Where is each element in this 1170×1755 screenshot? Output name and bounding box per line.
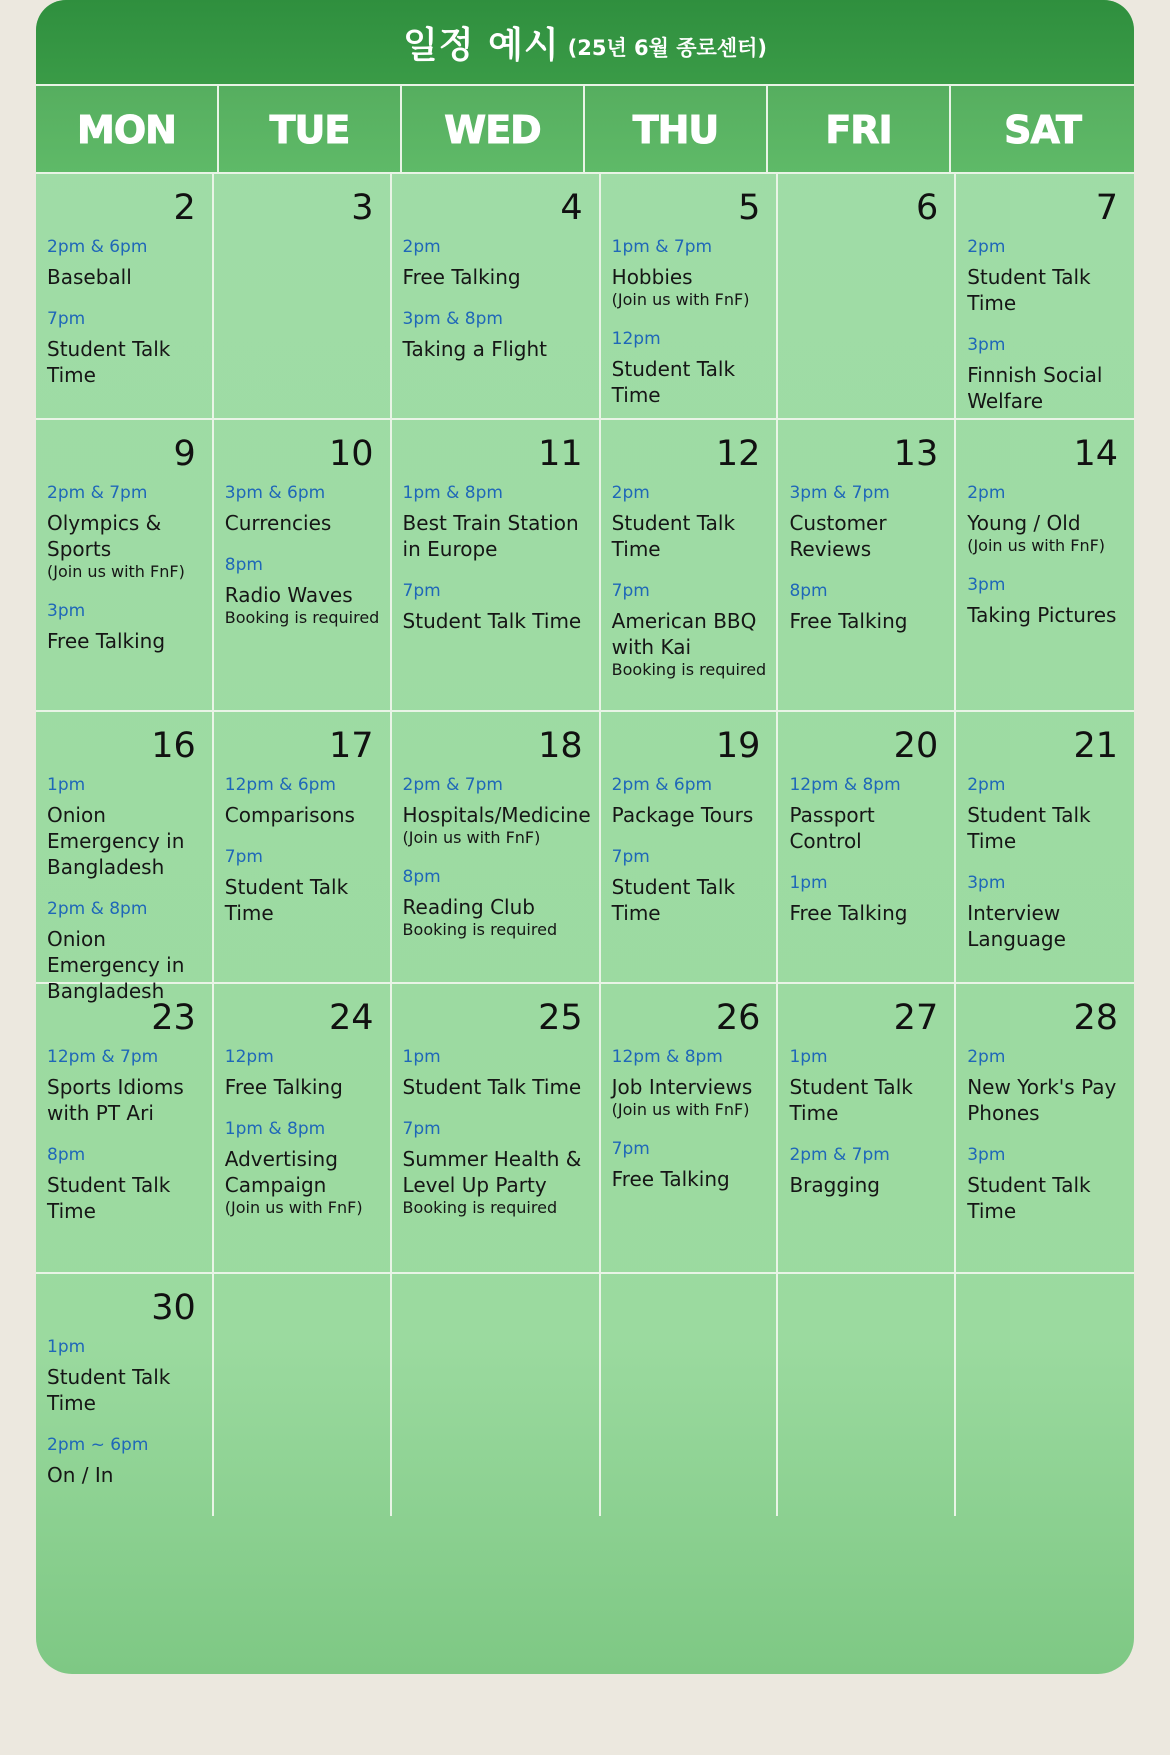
event-title: Customer Reviews [789, 511, 887, 561]
event-time: 8pm [789, 581, 828, 601]
event-title: American BBQ with Kai [611, 609, 757, 659]
day-number [403, 1288, 591, 1328]
calendar-card [36, 0, 1134, 1674]
event-item [612, 580, 769, 680]
day-number: 5 [738, 188, 761, 228]
event-item [403, 774, 591, 848]
event-note: (Join us with FnF) [967, 536, 1106, 555]
event-time: 1pm [789, 873, 828, 893]
day-number: 11 [538, 434, 583, 474]
event-item [47, 600, 204, 654]
event-item [789, 774, 946, 854]
event-item [612, 1138, 769, 1192]
event-time: 3pm [967, 335, 1006, 355]
event-time: 1pm & 8pm [402, 483, 503, 503]
day-number: 10 [329, 434, 374, 474]
event-time: 2pm & 6pm [47, 237, 148, 257]
event-title: Student Talk Time [967, 265, 1091, 315]
event-time: 3pm & 6pm [224, 483, 326, 503]
event-item [967, 334, 1126, 414]
calendar-day-cell [778, 984, 956, 1274]
event-time: 12pm [611, 329, 661, 349]
event-item [225, 1118, 382, 1218]
event-title: Student Talk Time [789, 1075, 913, 1125]
day-number: 12 [715, 434, 761, 474]
event-item [967, 574, 1126, 628]
day-number: 6 [915, 188, 939, 228]
calendar-day-cell [36, 420, 214, 712]
event-item [47, 1144, 204, 1224]
event-item [403, 308, 591, 362]
event-item [225, 774, 382, 828]
day-number: 3 [351, 188, 374, 228]
event-item [225, 1046, 382, 1100]
event-time: 2pm & 6pm [611, 775, 713, 795]
event-note: (Join us with FnF) [611, 1100, 750, 1119]
event-title: Baseball [47, 265, 132, 289]
day-number [967, 1288, 1126, 1328]
event-title: Reading Club [402, 895, 535, 919]
event-item [47, 236, 204, 290]
weekday-fri: FRI [768, 86, 951, 174]
weekday-tue: TUE [219, 86, 402, 174]
event-item [403, 1118, 591, 1218]
event-time: 7pm [611, 1139, 650, 1159]
event-item [967, 774, 1126, 854]
calendar-day-cell [392, 420, 601, 712]
event-title: Interview Language [967, 901, 1066, 951]
day-number: 21 [1073, 726, 1118, 766]
event-time: 1pm & 8pm [224, 1119, 326, 1139]
calendar-day-cell [778, 712, 956, 984]
day-number: 14 [1073, 434, 1118, 474]
event-time: 12pm & 8pm [789, 775, 901, 795]
event-title: Free Talking [789, 609, 908, 633]
event-item [789, 1046, 946, 1126]
event-title: Free Talking [789, 901, 908, 925]
event-item [225, 554, 382, 628]
day-number: 16 [151, 726, 196, 766]
event-title: Sports Idioms with PT Ari [47, 1075, 184, 1125]
event-title: Currencies [224, 511, 332, 535]
calendar-day-cell [778, 420, 956, 712]
event-item [612, 774, 769, 828]
event-item [47, 774, 204, 880]
calendar-day-cell [214, 420, 392, 712]
event-title: Young / Old [967, 511, 1081, 535]
weekday-sat: SAT [1004, 108, 1081, 152]
event-title: Onion Emergency in Bangladesh [47, 927, 185, 1003]
calendar-day-cell [601, 1274, 779, 1516]
event-time: 2pm & 8pm [47, 899, 148, 919]
event-item [47, 1046, 204, 1126]
event-item [967, 482, 1126, 556]
event-item [967, 1144, 1126, 1224]
calendar-title-bar [36, 0, 1134, 84]
calendar-day-cell [36, 712, 214, 1003]
event-time: 3pm [967, 873, 1006, 893]
event-item [612, 846, 769, 926]
event-item [225, 482, 382, 536]
event-title: Radio Waves [224, 583, 353, 607]
event-note: Booking is required [611, 660, 767, 679]
day-number: 25 [538, 998, 583, 1038]
event-item [403, 1046, 591, 1100]
calendar-day-cell [214, 174, 392, 420]
calendar-day-cell [601, 984, 779, 1274]
day-number: 17 [329, 726, 374, 766]
day-number: 23 [151, 998, 196, 1038]
calendar-day-cell [956, 984, 1134, 1274]
event-time: 1pm & 7pm [611, 237, 713, 257]
event-time: 3pm [967, 1145, 1006, 1165]
event-time: 2pm [967, 237, 1006, 257]
event-title: Finnish Social Welfare [967, 363, 1103, 413]
event-time: 1pm [789, 1047, 828, 1067]
event-item [403, 866, 591, 940]
event-title: Best Train Station in Europe [402, 511, 579, 561]
event-item [789, 872, 946, 926]
event-time: 7pm [224, 847, 263, 867]
event-time: 2pm [967, 483, 1006, 503]
calendar-day-cell [778, 174, 956, 420]
event-title: Free Talking [224, 1075, 343, 1099]
event-title: Free Talking [611, 1167, 730, 1191]
day-number [789, 1288, 946, 1328]
event-title: Bragging [789, 1173, 880, 1197]
event-time: 7pm [611, 581, 650, 601]
event-time: 7pm [402, 581, 441, 601]
event-item [967, 236, 1126, 316]
event-title: Taking Pictures [967, 603, 1117, 627]
event-title: Student Talk Time [47, 337, 171, 387]
calendar-day-cell [956, 712, 1134, 984]
calendar-day-cell [778, 1274, 956, 1516]
event-title: Free Talking [402, 265, 521, 289]
day-number: 13 [893, 434, 939, 474]
calendar-day-cell [601, 420, 779, 712]
day-number: 30 [151, 1288, 196, 1328]
event-item [403, 482, 591, 562]
event-time: 8pm [47, 1145, 86, 1165]
event-time: 7pm [47, 309, 86, 329]
calendar-day-cell [956, 1274, 1134, 1516]
event-title: Passport Control [789, 803, 875, 853]
event-item [47, 482, 204, 582]
event-time: 8pm [402, 867, 441, 887]
event-title: Student Talk Time [402, 609, 582, 633]
event-title: Job Interviews [611, 1075, 753, 1099]
event-time: 1pm [47, 775, 86, 795]
calendar-day-cell [214, 984, 392, 1274]
event-time: 1pm [47, 1337, 86, 1357]
event-time: 1pm [402, 1047, 441, 1067]
day-number: 24 [329, 998, 374, 1038]
event-time: 2pm & 7pm [47, 483, 148, 503]
weekday-thu: THU [585, 86, 768, 174]
calendar-day-cell [392, 1274, 601, 1516]
event-note: Booking is required [402, 920, 558, 939]
event-item [789, 482, 946, 562]
day-number: 28 [1073, 998, 1118, 1038]
day-number: 18 [538, 726, 583, 766]
event-time: 3pm & 8pm [402, 309, 503, 329]
event-title: On / In [47, 1463, 114, 1487]
event-time: 2pm [967, 1047, 1006, 1067]
event-title: Advertising Campaign [224, 1147, 338, 1197]
calendar-day-cell [956, 420, 1134, 712]
weekday-wed: WED [402, 86, 585, 174]
day-number: 27 [893, 998, 939, 1038]
event-item [967, 872, 1126, 952]
event-item [789, 580, 946, 634]
event-time: 3pm & 7pm [789, 483, 890, 503]
event-item [967, 1046, 1126, 1126]
event-title: Student Talk Time [224, 875, 349, 925]
calendar-day-cell [601, 174, 779, 420]
event-title: Student Talk Time [611, 357, 736, 407]
event-title: Taking a Flight [402, 337, 548, 361]
event-time: 12pm [224, 1047, 274, 1067]
event-time: 3pm [967, 575, 1006, 595]
event-title: Free Talking [47, 629, 166, 653]
calendar-day-cell [956, 174, 1134, 420]
event-title: Student Talk Time [47, 1365, 171, 1415]
event-item [403, 236, 591, 290]
event-title: Student Talk Time [967, 1173, 1091, 1223]
weekday-mon: MON [36, 86, 219, 174]
calendar-day-cell [214, 712, 392, 984]
event-title: Olympics & Sports [47, 511, 162, 561]
calendar-day-cell [392, 174, 601, 420]
event-title: Student Talk Time [47, 1173, 171, 1223]
event-item [47, 1434, 204, 1488]
event-time: 7pm [611, 847, 650, 867]
event-time: 12pm & 6pm [224, 775, 336, 795]
event-time: 2pm ~ 6pm [47, 1435, 149, 1455]
calendar-subtitle: (25년 6월 종로센터) [567, 36, 767, 60]
event-item [47, 1336, 204, 1416]
event-time: 2pm [967, 775, 1006, 795]
event-time: 7pm [402, 1119, 441, 1139]
event-title: Student Talk Time [967, 803, 1091, 853]
day-number: 2 [173, 188, 196, 228]
event-time: 3pm [47, 601, 86, 621]
calendar-day-cell [36, 174, 214, 420]
event-time: 12pm & 7pm [47, 1047, 159, 1067]
calendar-day-cell [392, 712, 601, 984]
event-note: (Join us with FnF) [611, 290, 750, 309]
event-item [612, 328, 769, 408]
event-title: Hobbies [611, 265, 693, 289]
event-note: (Join us with FnF) [402, 828, 541, 847]
event-title: Summer Health & Level Up Party [402, 1147, 582, 1197]
event-title: Hospitals/Medicine [402, 803, 591, 827]
event-title: Student Talk Time [402, 1075, 582, 1099]
day-number [612, 1288, 769, 1328]
event-time: 2pm & 7pm [402, 775, 503, 795]
event-item [789, 1144, 946, 1198]
calendar-title: 일정 예시 [402, 24, 560, 66]
event-item [612, 1046, 769, 1120]
event-note: Booking is required [224, 608, 380, 627]
event-note: (Join us with FnF) [47, 562, 185, 581]
event-title: Student Talk Time [611, 875, 736, 925]
day-number: 4 [560, 188, 583, 228]
day-number: 9 [173, 434, 196, 474]
event-time: 2pm [611, 483, 650, 503]
event-time: 8pm [224, 555, 263, 575]
event-time: 12pm & 8pm [611, 1047, 723, 1067]
day-number: 26 [715, 998, 761, 1038]
weekday-header [36, 84, 1134, 174]
calendar-day-cell [36, 984, 214, 1274]
event-note: (Join us with FnF) [224, 1198, 363, 1217]
calendar-day-cell [214, 1274, 392, 1516]
day-number: 19 [715, 726, 761, 766]
calendar-grid [36, 172, 1134, 1516]
event-title: Comparisons [224, 803, 355, 827]
event-item [612, 236, 769, 310]
event-item [612, 482, 769, 562]
event-time: 2pm [402, 237, 441, 257]
day-number: 20 [893, 726, 939, 766]
event-title: Onion Emergency in Bangladesh [47, 803, 185, 879]
calendar-day-cell [36, 1274, 214, 1516]
event-item [225, 846, 382, 926]
event-title: Student Talk Time [611, 511, 736, 561]
event-time: 2pm & 7pm [789, 1145, 890, 1165]
event-title: New York's Pay Phones [967, 1075, 1117, 1125]
event-note: Booking is required [402, 1198, 558, 1217]
calendar-day-cell [392, 984, 601, 1274]
event-item [403, 580, 591, 634]
event-item [47, 308, 204, 388]
day-number [225, 1288, 382, 1328]
calendar-day-cell [601, 712, 779, 984]
day-number: 7 [1095, 188, 1118, 228]
event-title: Package Tours [611, 803, 754, 827]
